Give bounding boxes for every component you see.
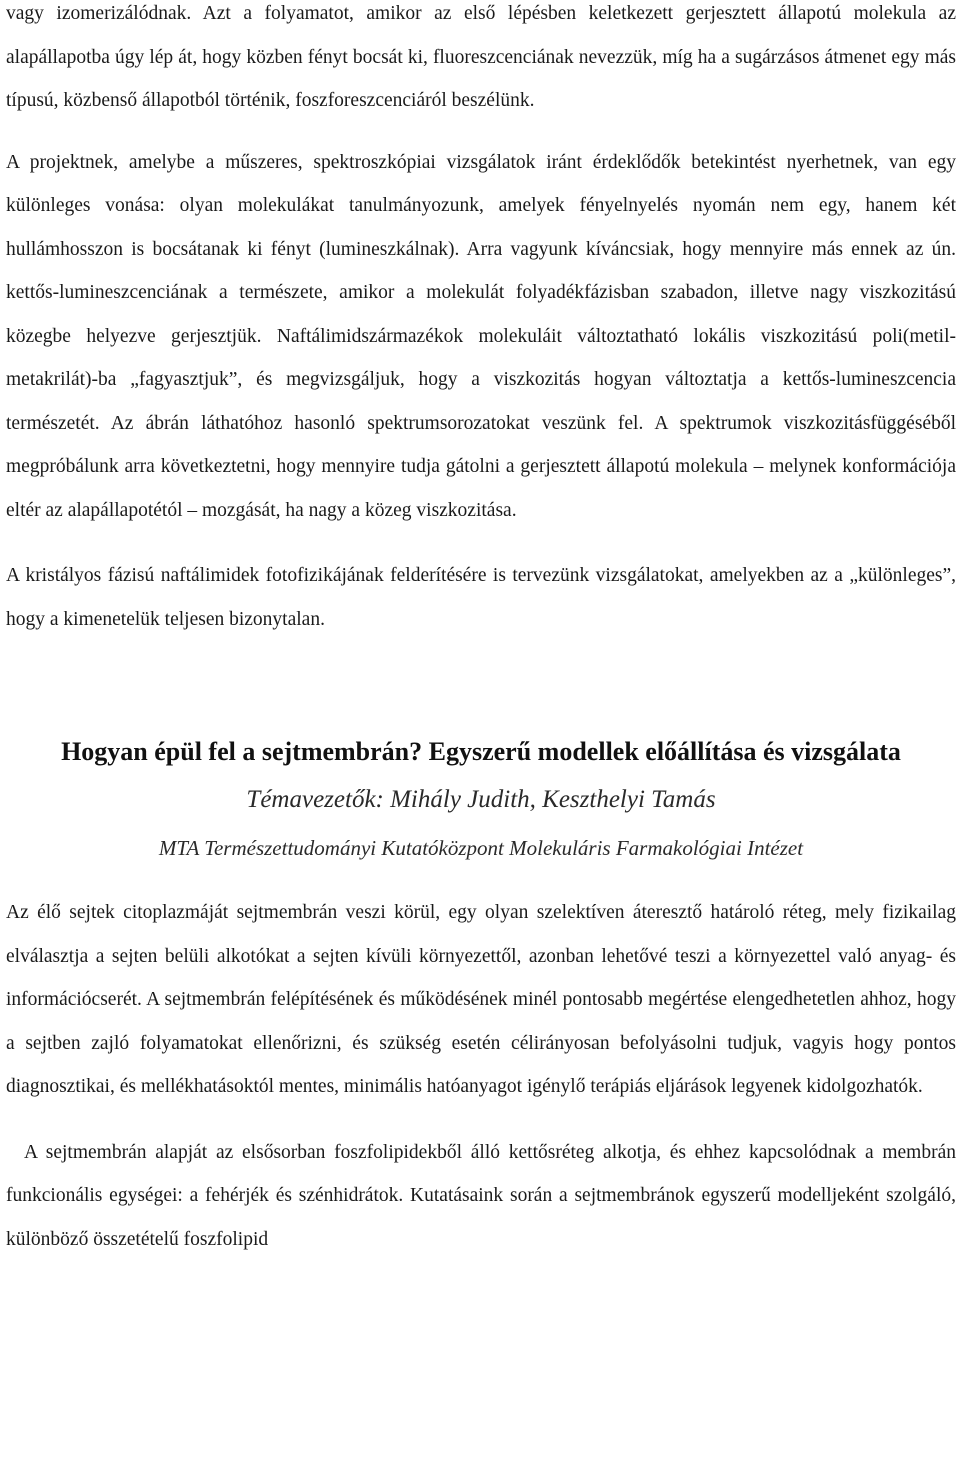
paragraph-crystalline-phase: A kristályos fázisú naftálimidek fotofizikájának felderítésére is tervezünk vizsgálatokat, amelyekben az a „különleges”, hogy a kimenetelük teljesen bizonytalan. [6,565,956,630]
section-title: Hogyan épül fel a sejtmembrán? Egyszerű modellek előállítása és vizsgálata [61,737,901,766]
institute-line: MTA Természettudományi Kutatóközpont Molekuláris Farmakológiai Intézet [158,836,804,860]
paragraph-cell-membrane: Az élő sejtek citoplazmáját sejtmembrán veszi körül, egy olyan szelektíven áteresztő határoló réteg, mely fizikailag elválasztja a sejten belüli alkotókat a sejten kívüli környezettől, azonban lehetővé teszi a környezettel való anyag- és információcserét. A sejtmembrán felépítésének és működésének minél pontosabb megértése elengedhetetlen ahhoz, hogy a sejtben zajló folyamatokat ellenőrizni, és szükség esetén célirányosan befolyásolni tudjuk, vagyis hogy pontos diagnosztikai, és mellékhatásoktól mentes, minimális hatóanyagot igénylő terápiás eljárások legyenek kidolgozhatók. [6,902,956,1097]
section-spacer [6,641,956,729]
supervisors-line: Témavezetők: Mihály Judith, Keszthelyi Tamás [246,786,716,813]
paragraph-phospholipid-bilayer: A sejtmembrán alapját az elsősorban foszfolipidekből álló kettősréteg alkotja, és ehhez kapcsolódnak a membrán funkcionális egységei: a fehérjék és szénhidrátok. Kutatásaink során a sejtmembránok egyszerű modelljeként szolgáló, különböző összetételű foszfolipid [6,1141,956,1250]
paragraph-fluorescence: vagy izomerizálódnak. Azt a folyamatot, amikor az első lépésben keletkezett gerjesztett állapotú molekula az alapállapotba úgy lép át, hogy közben fényt bocsát ki, fluoreszcenciának nevezzük, míg ha a sugárzásos átmenet egy más típusú, közbenső állapotból történik, foszforeszcenciáról beszélünk. [6,3,956,111]
document-page [6,0,956,1261]
paragraph-dual-luminescence: A projektnek, amelybe a műszeres, spektroszkópiai vizsgálatok iránt érdeklődők betekintést nyerhetnek, van egy különleges vonása: olyan molekulákat tanulmányozunk, amelyek fényelnyelés nyomán nem egy, hanem két hullámhosszon is bocsátanak ki fényt (lumineszkálnak). Arra vagyunk kíváncsiak, hogy mennyire más ennek az ún. kettős-lumineszcenciának a természete, amikor a molekulát folyadékfázisban szabadon, illetve nagy viszkozitású közegbe helyezve gerjesztjük. Naftálimidszármazékok molekuláit változtatható lokális viszkozitású poli(metil-metakrilát)-ba „fagyasztjuk”, és megvizsgáljuk, hogy a viszkozitás hogyan változtatja a kettős-lumineszcencia természetét. Az ábrán láthatóhoz hasonló spektrumsorozatokat veszünk fel. A spektrumok viszkozitásfüggéséből megpróbálunk arra következtetni, hogy mennyire tudja gátolni a gerjesztett állapotú molekula – melynek konformációja eltér az alapállapotétól – mozgását, ha nagy a közeg viszkozitása. [6,151,956,521]
